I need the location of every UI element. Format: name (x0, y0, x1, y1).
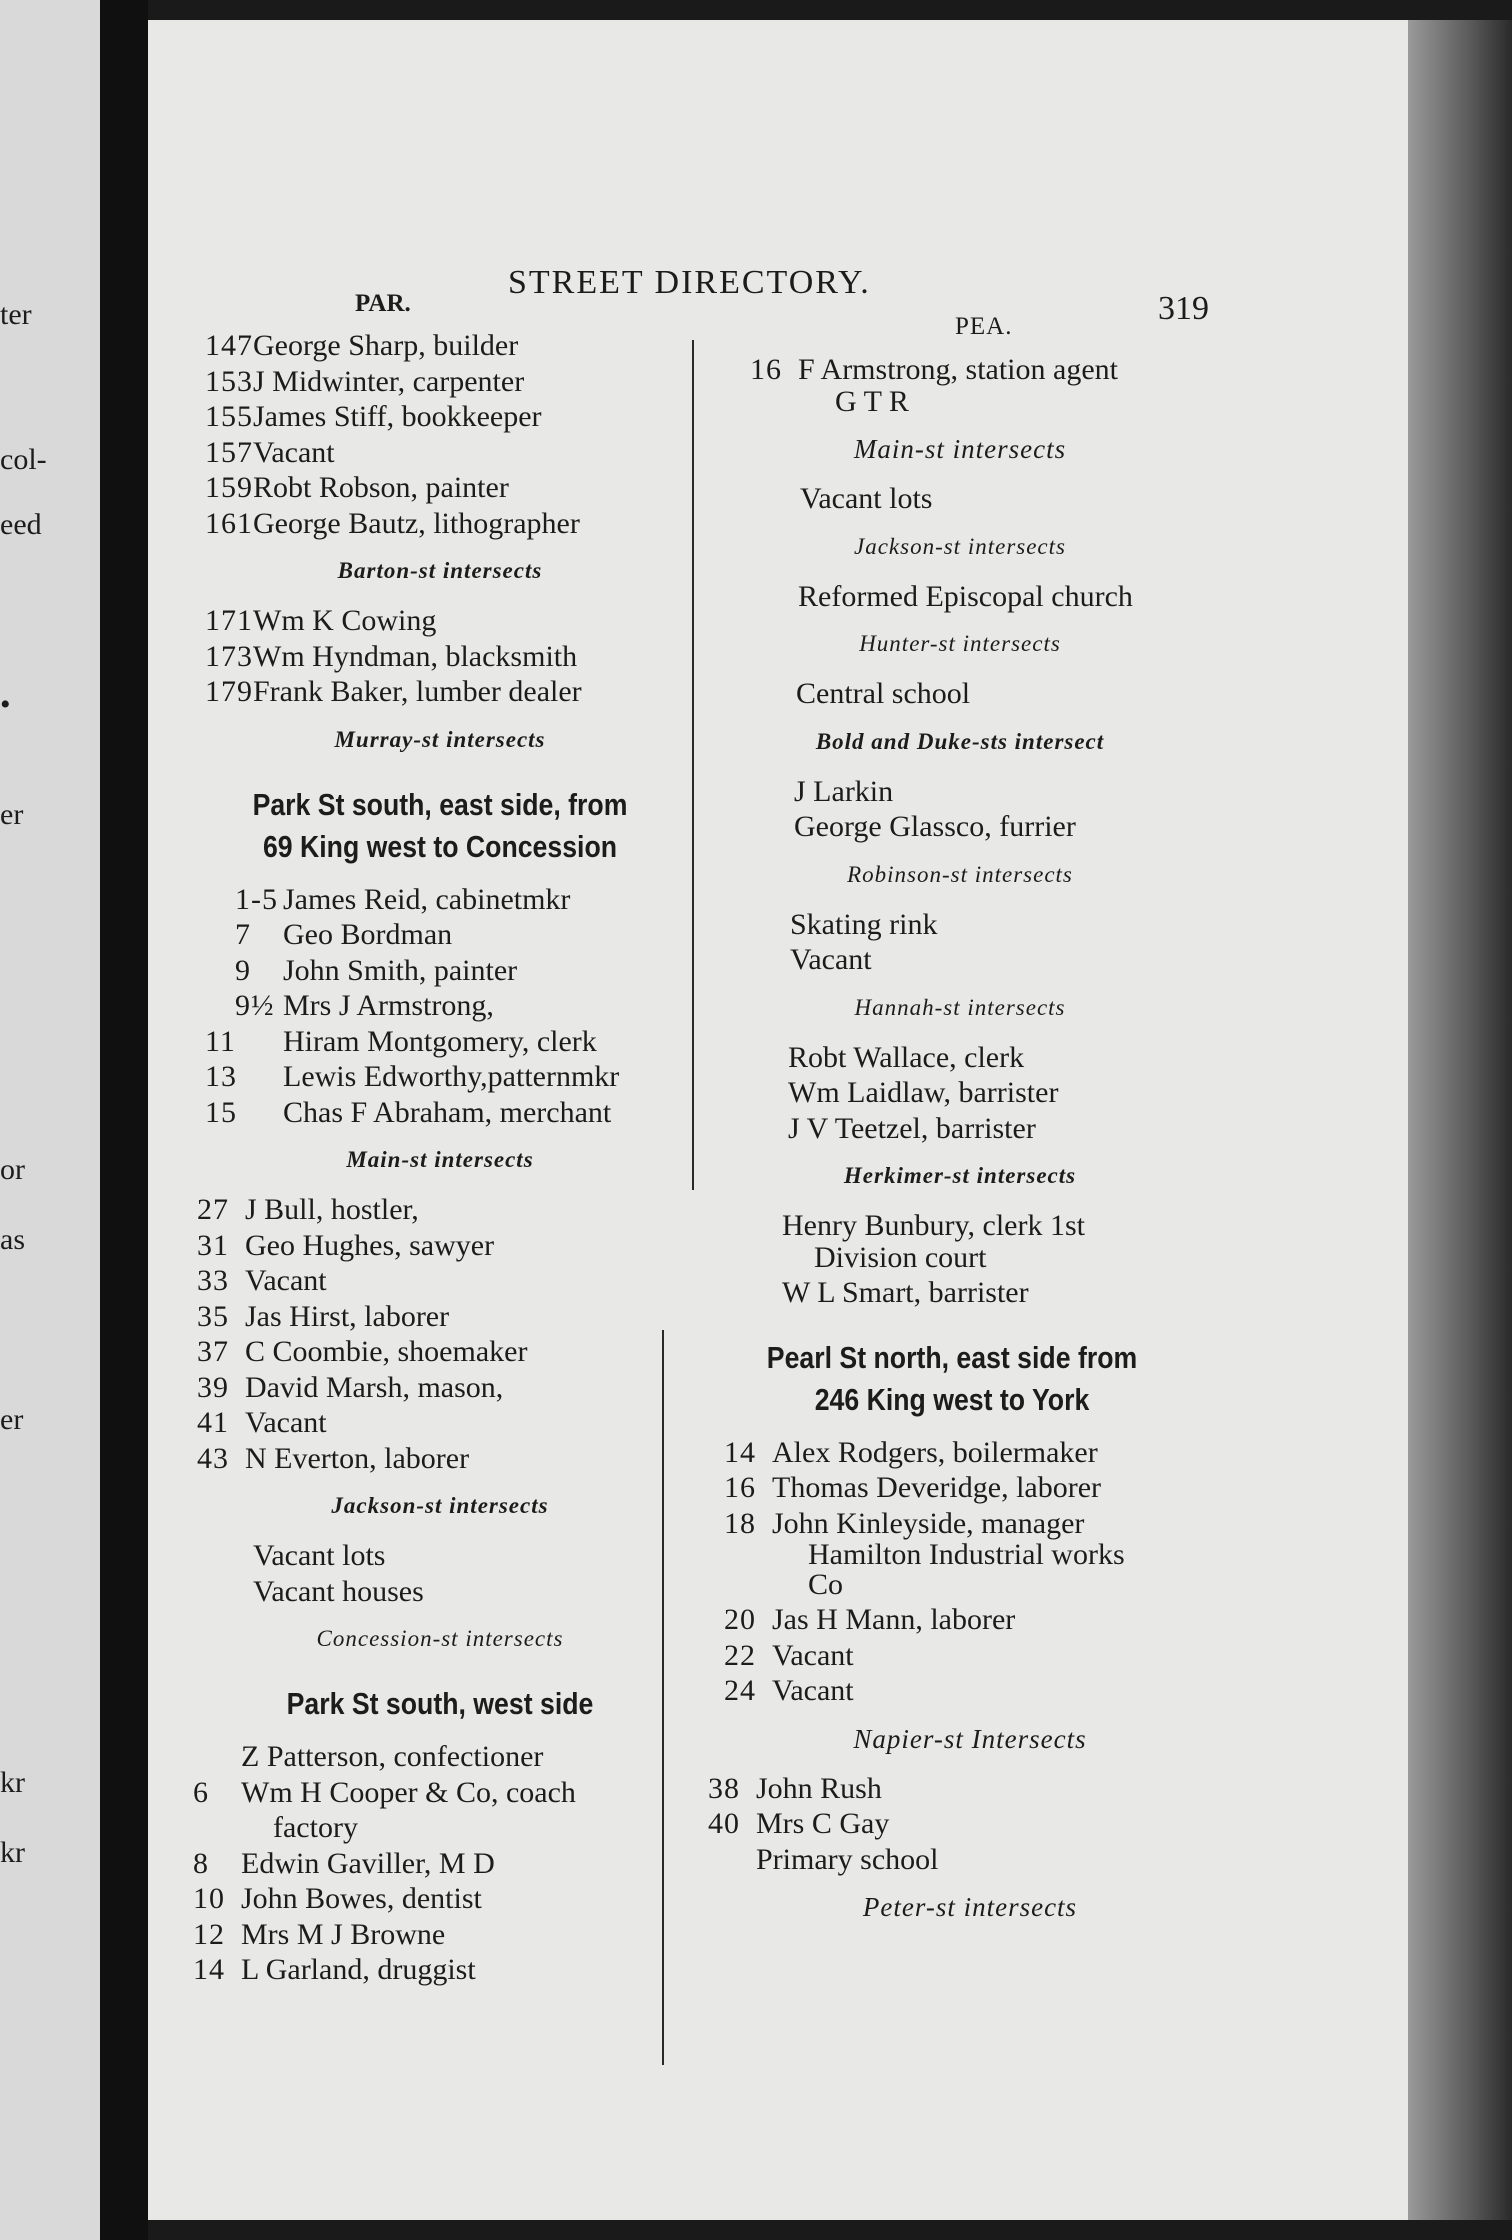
resident: L Garland, druggist (241, 1953, 476, 1986)
intersection-heading: Herkimer-st intersects (843, 1163, 1077, 1188)
listing-entry (193, 1952, 675, 1988)
resident: Vacant (245, 1406, 327, 1439)
resident: George Sharp, builder (253, 329, 519, 362)
listing-entry (197, 1334, 675, 1370)
resident: Wm Hyndman, blacksmith (253, 639, 578, 673)
house-number: 7 (235, 918, 251, 951)
resident: James Reid, cabinetmkr (283, 882, 571, 916)
house-number: 14 (724, 1435, 756, 1469)
margin-fragment: kr (0, 1836, 25, 1869)
listing-block (205, 328, 675, 541)
listing-block (193, 1739, 675, 1988)
resident: Frank Baker, lumber dealer (253, 675, 582, 708)
intersection-heading: Main-st intersects (346, 1147, 534, 1172)
house-number: 41 (197, 1406, 229, 1439)
listing-entry: Vacant lots (253, 1539, 386, 1572)
resident: Mrs J Armstrong, (283, 989, 494, 1022)
listing-entry (205, 1059, 675, 1095)
adjacent-page-strip (0, 0, 100, 2240)
listing-entry: George Glassco, furrier (794, 810, 1076, 843)
resident: John Kinleyside, manager (772, 1506, 1085, 1540)
listing-entry (197, 1441, 675, 1477)
right-column-key: PEA. (955, 313, 1013, 340)
listing-block (205, 882, 675, 1131)
margin-fragment: col- (0, 443, 47, 476)
resident: Geo Hughes, sawyer (245, 1228, 495, 1262)
resident: Edwin Gaviller, M D (241, 1846, 495, 1880)
house-number: 18 (724, 1506, 756, 1540)
listing-entry: Reformed Episcopal church (798, 579, 1133, 613)
house-number: 43 (197, 1441, 229, 1475)
house-number: 161 (205, 506, 253, 540)
listing-entry-continuation: Hamilton Industrial works (808, 1538, 1125, 1571)
resident: Lewis Edworthy,patternmkr (283, 1060, 620, 1093)
page-title: STREET DIRECTORY. (508, 264, 871, 301)
listing-entry: J Larkin (794, 774, 894, 808)
listing-entry (724, 1470, 1220, 1506)
listing-entry: Primary school (756, 1842, 939, 1876)
section-title-line: Park St south, east side, from (252, 786, 628, 822)
house-number: 171 (205, 604, 253, 637)
house-number: 16 (750, 353, 782, 386)
listing-entry (197, 1370, 675, 1406)
house-number: 6 (193, 1775, 209, 1809)
house-number: 13 (205, 1060, 237, 1093)
listing-entry-continuation: Co (808, 1567, 844, 1601)
resident: Vacant (772, 1638, 854, 1672)
street-section-title (238, 784, 642, 868)
listing-entry-continuation: G T R (835, 384, 909, 418)
listing-entry-continuation: factory (273, 1811, 358, 1844)
intersection-heading: Peter-st intersects (862, 1892, 1078, 1922)
listing-entry (205, 1024, 675, 1060)
margin-fragment: as (0, 1223, 25, 1256)
resident: Vacant (772, 1674, 854, 1707)
section-title-line: Park St south, west side (286, 1686, 594, 1721)
house-number: 9 (235, 953, 251, 987)
house-number: 35 (197, 1299, 229, 1333)
resident: Jas Hirst, laborer (245, 1299, 450, 1333)
listing-entry: W L Smart, barrister (782, 1276, 1029, 1309)
listing-entry (724, 1638, 1220, 1674)
house-number: 155 (205, 400, 253, 433)
house-number: 173 (205, 639, 253, 673)
resident: Vacant (253, 435, 335, 469)
column-divider (692, 340, 694, 1190)
listing-entry (197, 1263, 675, 1299)
listing-entry (724, 1602, 1220, 1638)
section-title-line: 69 King west to Concession (262, 828, 618, 864)
listing-entry (193, 1917, 675, 1953)
listing-entry (205, 435, 675, 471)
listing-entry (197, 1299, 675, 1335)
listing-entry (724, 1673, 1220, 1709)
listing-entry (205, 639, 675, 675)
resident: Mrs C Gay (756, 1807, 890, 1840)
resident: Alex Rodgers, boilermaker (772, 1435, 1098, 1469)
resident: John Bowes, dentist (241, 1882, 482, 1915)
listing-entry (193, 1881, 675, 1917)
house-number: 38 (708, 1771, 740, 1805)
resident: Hiram Montgomery, clerk (283, 1024, 597, 1058)
listing-entry (205, 399, 675, 435)
listing-entry: Vacant lots (800, 482, 933, 515)
listing-entry (205, 328, 675, 364)
listing-entry (197, 1405, 675, 1441)
resident: James Stiff, bookkeeper (253, 400, 542, 433)
listing-entry: Robt Wallace, clerk (788, 1040, 1025, 1074)
listing-block (197, 1192, 675, 1476)
house-number: 157 (205, 435, 253, 469)
intersection-heading: Hunter-st intersects (859, 631, 1061, 656)
house-number: 14 (193, 1953, 225, 1986)
resident: C Coombie, shoemaker (245, 1335, 528, 1368)
intersection-heading: Murray-st intersects (334, 726, 546, 752)
intersection-heading: Hannah-st intersects (854, 994, 1066, 1020)
house-number: 15 (205, 1095, 237, 1129)
listing-entry (724, 1506, 1220, 1542)
resident: Vacant (245, 1264, 327, 1297)
house-number: 27 (197, 1193, 229, 1226)
section-title-line: Pearl St north, east side from (766, 1339, 1138, 1375)
resident: David Marsh, mason, (245, 1370, 504, 1404)
listing-entry: Wm Laidlaw, barrister (788, 1076, 1059, 1109)
intersection-heading: Napier-st Intersects (853, 1723, 1087, 1754)
left-column (193, 328, 675, 1988)
listing-entry (205, 506, 675, 542)
listing-block (700, 907, 1220, 978)
listing-entry (724, 1435, 1220, 1471)
resident: Wm K Cowing (253, 604, 437, 637)
listing-entry (205, 1095, 675, 1131)
listing-entry (235, 882, 675, 918)
page-number: 319 (1158, 290, 1209, 327)
intersection-heading: Main-st intersects (853, 434, 1067, 464)
listing-block (205, 1538, 675, 1609)
margin-fragment: or (0, 1153, 25, 1186)
intersection-heading: Jackson-st intersects (331, 1493, 549, 1518)
listing-entry (235, 917, 675, 953)
resident: Mrs M J Browne (241, 1917, 446, 1951)
listing-entry (750, 352, 1220, 388)
house-number: 22 (724, 1638, 756, 1672)
margin-fragment: er (0, 798, 24, 831)
listing-entry (708, 1771, 1220, 1807)
resident: John Smith, painter (283, 953, 518, 987)
house-number: 153 (205, 364, 253, 398)
house-number: 8 (193, 1846, 209, 1880)
resident: J Bull, hostler, (245, 1193, 419, 1226)
house-number: 147 (205, 329, 253, 362)
listing-entry (197, 1192, 675, 1228)
right-column (700, 352, 1220, 1939)
house-number: 33 (197, 1264, 229, 1297)
resident: Thomas Deveridge, laborer (772, 1471, 1102, 1504)
house-number: 37 (197, 1335, 229, 1368)
resident: Robt Robson, painter (253, 471, 509, 504)
listing-entry: Central school (796, 677, 971, 710)
margin-fragment: er (0, 1403, 24, 1436)
house-number: 159 (205, 471, 253, 504)
intersection-heading: Barton-st intersects (337, 558, 543, 583)
listing-block (700, 774, 1220, 845)
house-number: 1-5 (235, 882, 278, 916)
house-number: 40 (708, 1807, 740, 1840)
house-number: 39 (197, 1370, 229, 1404)
book-gutter (100, 0, 148, 2240)
listing-entry: Z Patterson, confectioner (241, 1740, 544, 1773)
listing-entry-continuation: Division court (814, 1240, 987, 1274)
house-number: 12 (193, 1917, 225, 1951)
section-title-line: 246 King west to York (814, 1381, 1090, 1417)
left-column-key: PAR. (355, 290, 411, 317)
house-number: 24 (724, 1674, 756, 1707)
listing-block (700, 1208, 1220, 1311)
resident: Geo Bordman (283, 918, 453, 951)
margin-fragment: ter (0, 298, 32, 331)
listing-block (700, 1040, 1220, 1147)
house-number: 31 (197, 1228, 229, 1262)
listing-entry (235, 988, 675, 1024)
listing-entry (205, 674, 675, 710)
listing-block (205, 603, 675, 710)
listing-entry (197, 1228, 675, 1264)
listing-entry: J V Teetzel, barrister (788, 1111, 1036, 1145)
listing-block (700, 1435, 1220, 1709)
listing-entry: Henry Bunbury, clerk 1st (782, 1209, 1085, 1242)
intersection-heading: Concession-st intersects (316, 1626, 564, 1651)
listing-entry (193, 1775, 675, 1811)
resident: N Everton, laborer (245, 1441, 470, 1475)
listing-entry: Skating rink (790, 907, 938, 941)
resident: F Armstrong, station agent (798, 353, 1118, 386)
resident: John Rush (756, 1771, 882, 1805)
listing-entry (193, 1846, 675, 1882)
listing-entry (205, 364, 675, 400)
resident: Chas F Abraham, merchant (283, 1095, 612, 1129)
resident: J Midwinter, carpenter (253, 364, 525, 398)
house-number: 11 (205, 1024, 236, 1058)
listing-block (700, 1771, 1220, 1878)
margin-fragment: eed (0, 508, 42, 541)
resident: George Bautz, lithographer (253, 506, 580, 540)
street-section-title (238, 1683, 642, 1725)
listing-entry: Vacant (790, 943, 872, 976)
listing-entry (205, 603, 675, 639)
intersection-heading: Robinson-st intersects (847, 861, 1073, 887)
house-number: 16 (724, 1471, 756, 1504)
listing-entry (205, 470, 675, 506)
listing-entry (708, 1806, 1220, 1842)
intersection-heading: Jackson-st intersects (854, 533, 1066, 559)
resident: Wm H Cooper & Co, coach (241, 1775, 576, 1809)
listing-entry: Vacant houses (253, 1574, 424, 1608)
house-number: 10 (193, 1882, 225, 1915)
margin-fragment: • (0, 688, 11, 721)
listing-entry (235, 953, 675, 989)
intersection-heading: Bold and Duke-sts intersect (815, 728, 1105, 754)
listing-block (700, 352, 1220, 419)
resident: Jas H Mann, laborer (772, 1603, 1016, 1636)
house-number: 179 (205, 675, 253, 708)
house-number: 20 (724, 1603, 756, 1636)
house-number: 9½ (235, 989, 275, 1022)
street-section-title (722, 1337, 1183, 1421)
page-edge (1408, 20, 1512, 2220)
margin-fragment: kr (0, 1766, 25, 1799)
